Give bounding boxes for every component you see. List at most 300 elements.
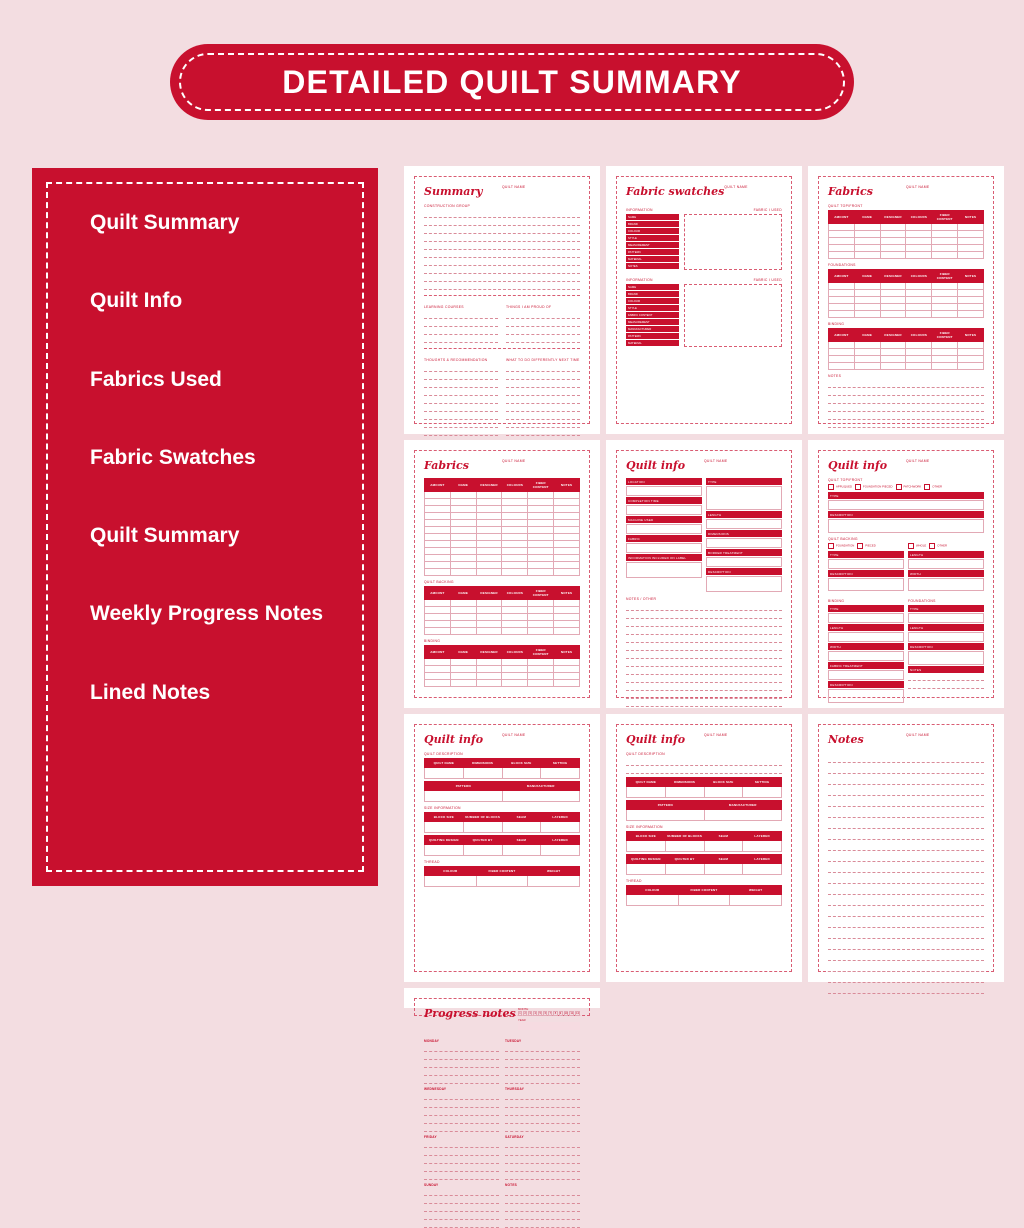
sheet-title: Quilt info	[828, 459, 888, 472]
table-row	[627, 841, 782, 852]
table-row	[425, 607, 580, 614]
table-row	[425, 534, 580, 541]
quilt-name-field	[704, 733, 782, 738]
contents-panel	[32, 168, 378, 886]
list-item: Fabrics Used	[90, 367, 222, 391]
sheet-body	[616, 450, 792, 698]
table-header: FIBER CONTENT	[678, 886, 730, 895]
section-label: QUILT BACKING	[424, 580, 454, 584]
swatch-labels	[626, 214, 679, 270]
table-row	[425, 876, 580, 887]
two-column-block	[424, 354, 580, 452]
table-header-row	[425, 813, 580, 822]
sheet-title: Summary	[424, 185, 483, 198]
writing-lines	[505, 1188, 580, 1228]
checkbox-option: FOUNDATION	[828, 543, 854, 549]
row-label: MEASUREMENT	[626, 319, 679, 325]
table-header-row	[829, 329, 984, 342]
month-number: 9	[559, 1012, 562, 1015]
table-row	[425, 492, 580, 499]
month-number: 11	[570, 1012, 574, 1015]
checkbox-option: OTHER	[924, 484, 942, 490]
info-table	[424, 866, 580, 887]
table-header: DESIGNER	[476, 479, 502, 492]
table-row	[425, 555, 580, 562]
table-header: COLOURS	[502, 587, 528, 600]
section-label: QUILT DESCRIPTION	[424, 752, 463, 756]
info-table	[424, 835, 580, 856]
section-label: BINDING	[828, 599, 845, 603]
table-row	[829, 231, 984, 238]
section-label: THINGS I AM PROUD OF	[506, 305, 552, 309]
row-label: MATERIAL	[626, 340, 679, 346]
table-header: AMOUNT	[829, 329, 855, 342]
info-table	[626, 831, 782, 852]
table-header: SEAM	[502, 836, 541, 845]
table-row	[425, 666, 580, 673]
table-header: FIBER CONTENT	[528, 479, 554, 492]
divider	[424, 348, 580, 349]
field-label: LENGTH	[828, 624, 904, 631]
thumbnail-quilt-info-1[interactable]	[606, 440, 802, 708]
field-label: NOTES	[908, 666, 984, 673]
sheet-body	[414, 176, 590, 424]
quilt-name-field	[502, 733, 580, 738]
sheet-header	[626, 733, 782, 746]
table-row	[425, 600, 580, 607]
table-row	[829, 238, 984, 245]
table-header: BLOCK SIZE	[627, 832, 666, 841]
table-header-row	[627, 886, 782, 895]
sheet-title: Notes	[828, 733, 864, 746]
column-label: FABRIC I USED	[753, 208, 782, 212]
section-label: THREAD	[626, 879, 642, 883]
table-header: PATTERN	[627, 801, 705, 810]
table-header: AMOUNT	[425, 479, 451, 492]
table-header: BLOCK SIZE	[425, 813, 464, 822]
table-row	[829, 349, 984, 356]
table-header: FIBER CONTENT	[476, 867, 528, 876]
section-label: QUILT DESCRIPTION	[626, 752, 665, 756]
section-label: FOUNDATIONS	[828, 263, 856, 267]
swatch-area	[684, 284, 782, 347]
sheet-body	[818, 724, 994, 972]
table-header: FIBER CONTENT	[932, 211, 958, 224]
sheet-body	[818, 450, 994, 698]
thumbnail-summary[interactable]	[404, 166, 600, 434]
table-row	[425, 822, 580, 833]
info-table	[626, 885, 782, 906]
table-header: MANUFACTURER	[502, 782, 580, 791]
table-header: QUILTED BY	[463, 836, 502, 845]
writing-lines	[506, 364, 580, 452]
table-row	[425, 628, 580, 635]
divider	[424, 295, 580, 296]
table-row	[829, 245, 984, 252]
table-header: PATTERN	[425, 782, 503, 791]
sheet-header	[424, 185, 580, 198]
table-header: MANUFACTURER	[704, 801, 782, 810]
table-header: WEIGHT	[730, 886, 782, 895]
table-header: DIMENSIONS	[665, 778, 704, 787]
quilt-name-field	[906, 185, 984, 190]
info-table	[424, 758, 580, 779]
table-row	[829, 356, 984, 363]
template-thumbnail-grid	[404, 166, 1004, 1187]
writing-lines	[506, 311, 580, 343]
table-header: SETTING	[541, 759, 580, 768]
table-row	[829, 290, 984, 297]
section-label: NOTES / OTHER	[626, 597, 657, 601]
table-header: COLOURS	[502, 646, 528, 659]
quilt-name-field	[704, 459, 782, 464]
table-header: NAME	[854, 270, 880, 283]
month-number: 8	[554, 1012, 557, 1015]
day-label: TUESDAY	[505, 1039, 522, 1043]
table-header: DESIGNER	[880, 211, 906, 224]
thumbnail-fabrics-2[interactable]	[404, 440, 600, 708]
thumbnail-notes[interactable]	[808, 714, 1004, 982]
field-label: BORDER TREATMENT	[706, 549, 782, 556]
table-header-row	[425, 759, 580, 768]
table-header-row	[425, 836, 580, 845]
month-label: MONTH	[518, 1007, 529, 1011]
sheet-header	[626, 459, 782, 472]
field-label: DIMENSIONS	[706, 530, 782, 537]
quilt-name-field	[906, 733, 984, 738]
table-row	[829, 342, 984, 349]
row-label: COLOUR	[626, 298, 679, 304]
section-label: SIZE INFORMATION	[626, 825, 663, 829]
day-label: SATURDAY	[505, 1135, 524, 1139]
table-row	[425, 845, 580, 856]
table-header-row	[425, 646, 580, 659]
contents-list	[90, 210, 350, 858]
section-label: FOUNDATIONS	[908, 599, 936, 603]
table-row	[829, 304, 984, 311]
table-header: QUILTING DESIGN	[627, 855, 666, 864]
row-label: NAME	[626, 214, 679, 220]
table-header: AMOUNT	[829, 270, 855, 283]
table-header: QUILTED BY	[665, 855, 704, 864]
table-header: QUILT NAME	[627, 778, 666, 787]
quilt-name-label: QUILT NAME	[502, 185, 526, 189]
fabric-table	[828, 328, 984, 370]
year-box[interactable]	[518, 1022, 580, 1030]
list-item: Lined Notes	[90, 680, 211, 704]
table-header-row	[829, 270, 984, 283]
table-header: LAYERED	[541, 813, 580, 822]
thumbnail-quilt-info-4[interactable]	[606, 714, 802, 982]
table-header: COLOUR	[627, 886, 679, 895]
list-item: Quilt Info	[90, 289, 183, 313]
sheet-body	[818, 176, 994, 424]
thumbnail-quilt-info-3[interactable]	[404, 714, 600, 982]
table-header: QUILT NAME	[425, 759, 464, 768]
section-label: THREAD	[424, 860, 440, 864]
field-label: LENGTH	[706, 511, 782, 518]
table-header: AMOUNT	[425, 646, 451, 659]
table-row	[425, 673, 580, 680]
table-row	[829, 283, 984, 290]
table-header: FIBER CONTENT	[932, 270, 958, 283]
table-header: NAME	[450, 646, 476, 659]
table-row	[829, 311, 984, 318]
fabric-table	[424, 586, 580, 635]
table-row	[425, 768, 580, 779]
list-item: Weekly Progress Notes	[90, 602, 324, 626]
row-label: PATTERN	[626, 249, 679, 255]
table-header-row	[627, 832, 782, 841]
table-row	[425, 562, 580, 569]
section-label: WHAT TO DO DIFFERENTLY NEXT TIME	[506, 358, 580, 362]
info-table	[626, 777, 782, 798]
field-label: DESCRIPTION	[828, 511, 984, 518]
table-header: NAME	[450, 587, 476, 600]
field-label: INFORMATION INCLUDED ON LABEL	[626, 554, 702, 561]
table-row	[425, 680, 580, 687]
sheet-title: Fabric swatches	[626, 185, 725, 198]
table-header: NUMBER OF BLOCKS	[463, 813, 502, 822]
table-header: DIMENSIONS	[463, 759, 502, 768]
section-label: SIZE INFORMATION	[424, 806, 461, 810]
checkbox-row[interactable]	[908, 543, 984, 549]
section-label: NOTES	[828, 374, 842, 378]
sheet-title: Fabrics	[828, 185, 873, 198]
sheet-body	[616, 176, 792, 424]
page-title-banner	[170, 44, 854, 120]
day-label: WEDNESDAY	[424, 1087, 447, 1091]
field-label: MACHINE USED	[626, 516, 702, 523]
table-header: COLOURS	[906, 329, 932, 342]
sheet-body	[414, 450, 590, 698]
list-item: Quilt Summary	[90, 211, 240, 234]
month-number-row[interactable]	[518, 1011, 580, 1016]
quilt-name-field	[724, 185, 782, 190]
fabric-table	[828, 210, 984, 259]
thumbnail-quilt-info-2[interactable]	[808, 440, 1004, 708]
row-label: PATTERN	[626, 333, 679, 339]
column-label: FABRIC I USED	[753, 278, 782, 282]
writing-lines	[505, 1140, 580, 1180]
writing-lines	[424, 1140, 499, 1180]
table-header: NAME	[854, 329, 880, 342]
info-table	[424, 781, 580, 802]
table-header-row	[425, 587, 580, 600]
section-label: QUILT BACKING	[828, 537, 858, 541]
field-label: COMPLETION TIME	[626, 497, 702, 504]
table-row	[829, 297, 984, 304]
column-label: INFORMATION	[626, 208, 653, 212]
checkbox-row[interactable]	[828, 484, 984, 490]
writing-lines	[505, 1092, 580, 1132]
quilt-name-label: QUILT NAME	[906, 459, 930, 463]
sheet-header	[424, 733, 580, 746]
writing-lines	[626, 758, 782, 774]
table-header-row	[627, 855, 782, 864]
sheet-header	[828, 185, 984, 198]
field-label: DESCRIPTION	[828, 681, 904, 688]
info-table	[424, 812, 580, 833]
swatch-area	[684, 214, 782, 270]
sheet-title: Progress notes	[424, 1007, 516, 1020]
checkbox-option: PIECED	[857, 543, 875, 549]
sheet-title: Fabrics	[424, 459, 469, 472]
table-header: BLOCK SIZE	[502, 759, 541, 768]
list-item: Fabric Swatches	[90, 445, 256, 469]
month-number: 5	[539, 1012, 541, 1015]
swatch-block-top	[626, 214, 782, 270]
table-header: COLOURS	[906, 270, 932, 283]
table-header: COLOURS	[906, 211, 932, 224]
sheet-title: Quilt info	[626, 733, 686, 746]
table-header: DESIGNER	[476, 587, 502, 600]
writing-lines	[424, 1188, 499, 1228]
writing-lines	[424, 364, 498, 452]
thumbnail-progress-notes[interactable]	[404, 988, 600, 1187]
table-header: DESIGNER	[880, 270, 906, 283]
two-column-block	[424, 301, 580, 343]
table-header-row	[627, 801, 782, 810]
writing-lines	[424, 311, 498, 343]
fabric-table	[828, 269, 984, 318]
info-table	[626, 800, 782, 821]
table-header: SETTING	[743, 778, 782, 787]
sheet-header	[626, 185, 782, 198]
field-label: FABRIC	[626, 535, 702, 542]
thumbnail-fabrics-1[interactable]	[808, 166, 1004, 434]
sheet-header	[424, 459, 580, 472]
table-header: LAYERED	[743, 855, 782, 864]
field-label: DESCRIPTION	[908, 643, 984, 650]
list-item: Quilt Summary	[90, 524, 240, 547]
table-header: AMOUNT	[829, 211, 855, 224]
checkbox-option: FOUNDATION PIECED	[855, 484, 892, 490]
writing-lines	[424, 210, 580, 290]
quilt-name-label: QUILT NAME	[906, 733, 930, 737]
month-number: 3	[529, 1012, 531, 1015]
table-header: NOTES	[554, 587, 580, 600]
table-row	[425, 513, 580, 520]
table-row	[425, 541, 580, 548]
writing-lines	[828, 752, 984, 994]
table-header: NOTES	[958, 329, 984, 342]
table-header: QUILTING DESIGN	[425, 836, 464, 845]
month-number: 7	[549, 1012, 552, 1015]
table-row	[627, 895, 782, 906]
row-label: STYLE	[626, 305, 679, 311]
section-label: QUILT TOP/FRONT	[828, 478, 863, 482]
table-row	[425, 527, 580, 534]
field-label: TYPE	[828, 605, 904, 612]
table-row	[829, 363, 984, 370]
table-row	[425, 791, 580, 802]
table-header-row	[425, 479, 580, 492]
sheet-title: Quilt info	[424, 733, 484, 746]
quilt-name-field	[502, 185, 580, 190]
row-label: NAME	[626, 284, 679, 290]
table-header-row	[627, 778, 782, 787]
row-label: NOTES	[626, 263, 679, 269]
quilt-name-label: QUILT NAME	[704, 459, 728, 463]
row-label: MEASUREMENT	[626, 242, 679, 248]
table-row	[627, 787, 782, 798]
info-table	[626, 854, 782, 875]
section-label: LEARNING COURSES	[424, 305, 464, 309]
table-header-row	[425, 782, 580, 791]
table-header: NUMBER OF BLOCKS	[665, 832, 704, 841]
quilt-name-label: QUILT NAME	[906, 185, 930, 189]
field-label: TYPE	[706, 478, 782, 485]
checkbox-option: OTHER	[929, 543, 947, 549]
writing-lines	[908, 673, 984, 689]
table-row	[627, 810, 782, 821]
table-header: NAME	[450, 479, 476, 492]
field-label: WIDTH	[908, 570, 984, 577]
quilt-name-field	[502, 459, 580, 464]
table-header: NOTES	[554, 479, 580, 492]
field-label: LENGTH	[908, 551, 984, 558]
table-header-row	[425, 867, 580, 876]
day-label: SUNDAY	[424, 1183, 439, 1187]
month-number: 1	[519, 1012, 521, 1015]
table-header: NOTES	[958, 270, 984, 283]
section-label: BINDING	[828, 322, 845, 326]
table-header: COLOURS	[502, 479, 528, 492]
day-label: FRIDAY	[424, 1135, 437, 1139]
table-header: NOTES	[958, 211, 984, 224]
notes-label: NOTES	[505, 1183, 517, 1187]
quilt-name-label: QUILT NAME	[724, 185, 748, 189]
table-row	[425, 659, 580, 666]
row-label: MATERIAL	[626, 256, 679, 262]
table-row	[829, 252, 984, 259]
table-row	[425, 548, 580, 555]
swatch-labels	[626, 284, 679, 347]
table-row	[425, 621, 580, 628]
writing-lines	[424, 1092, 499, 1132]
sheet-header	[828, 733, 984, 746]
table-header: NOTES	[554, 646, 580, 659]
row-label: MANUFACTURER	[626, 326, 679, 332]
year-label: YEAR	[518, 1018, 526, 1022]
writing-lines	[505, 1044, 580, 1084]
fabric-table	[424, 645, 580, 687]
section-label: QUILT TOP/FRONT	[828, 204, 863, 208]
field-label: TYPE	[908, 605, 984, 612]
field-label: TYPE	[828, 551, 904, 558]
table-header: LAYERED	[743, 832, 782, 841]
field-label: LENGTH	[908, 624, 984, 631]
table-header: LAYERED	[541, 836, 580, 845]
table-header: SEAM	[704, 832, 743, 841]
table-header: FIBER CONTENT	[528, 646, 554, 659]
quilt-name-label: QUILT NAME	[502, 459, 526, 463]
row-label: BRAND	[626, 291, 679, 297]
checkbox-row[interactable]	[828, 543, 904, 549]
table-row	[425, 506, 580, 513]
table-row	[425, 569, 580, 576]
quilt-name-label: QUILT NAME	[704, 733, 728, 737]
thumbnail-fabric-swatches[interactable]	[606, 166, 802, 434]
section-label: CONSTRUCTION GROUP	[424, 204, 471, 208]
writing-lines	[828, 380, 984, 428]
table-header: DESIGNER	[476, 646, 502, 659]
field-label: FABRIC TREATMENT	[828, 662, 904, 669]
table-header: FIBER CONTENT	[932, 329, 958, 342]
quilt-name-field	[906, 459, 984, 464]
row-label: FABRIC CONTENT	[626, 312, 679, 318]
